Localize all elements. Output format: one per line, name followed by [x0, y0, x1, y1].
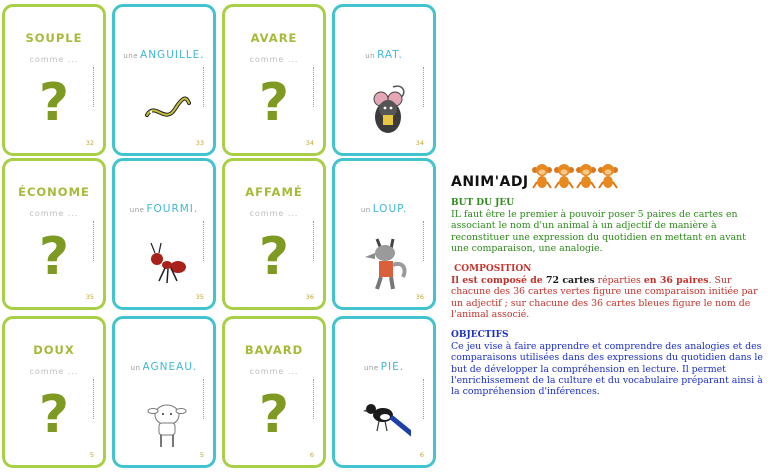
- card-pie: [332, 316, 436, 468]
- rules-panel: [451, 150, 765, 397]
- card-side-text: [423, 379, 425, 419]
- card-side-text: [93, 379, 95, 419]
- card-avare: [222, 4, 326, 156]
- card-number: 5: [89, 451, 94, 459]
- card-rat: [332, 4, 436, 156]
- card-side-text: [423, 67, 425, 107]
- card-number: 35: [85, 293, 94, 301]
- card-comme: comme ...: [249, 367, 299, 376]
- card-comme: comme ...: [249, 209, 299, 218]
- card-number: 34: [415, 139, 424, 147]
- card-adjective: AVARE: [250, 31, 298, 45]
- card-animal: un LOUP.: [360, 203, 408, 215]
- objectifs-text: Ce jeu vise à faire apprendre et comprendre des analogies et des comparaisons utilisées dans des expressions du quotidien dans le but de développer la compréhension en lecture. Il permet l'enrichissement de la culture et du vocabulaire préparant ainsi à la compréhension d'inférences.: [451, 341, 763, 398]
- card-adjective: DOUX: [33, 343, 75, 357]
- card-comme: comme ...: [29, 367, 79, 376]
- card-bavard: [222, 316, 326, 468]
- but-text: IL faut être le premier à pouvoir poser 5 paires de cartes en associant le nom d'un animal à un adjectif de manière à reconstituer une expression du quotidien en mettant en avant une comparaison, une analogie.: [451, 209, 746, 254]
- card-adjective: ÉCONOME: [18, 185, 90, 199]
- section-but: [451, 198, 765, 254]
- card-side-text: [313, 67, 315, 107]
- card-comme: comme ...: [249, 55, 299, 64]
- question-mark: ?: [258, 73, 290, 133]
- card-side-text: [203, 221, 205, 261]
- composition-heading: COMPOSITION: [454, 264, 532, 275]
- eel-icon: [143, 79, 191, 139]
- card-side-text: [93, 221, 95, 261]
- card-number: 35: [195, 293, 204, 301]
- card-econome: [2, 158, 106, 310]
- card-comme: comme ...: [29, 209, 79, 218]
- card-animal: une FOURMI.: [129, 203, 199, 215]
- card-number: 33: [195, 139, 204, 147]
- card-side-text: [313, 221, 315, 261]
- card-number: 36: [415, 293, 424, 301]
- monkey-icon: [575, 162, 597, 190]
- lamb-icon: [143, 391, 191, 451]
- card-adjective: AFFAMÉ: [245, 185, 303, 199]
- monkey-icon: [597, 162, 619, 190]
- card-side-text: [423, 221, 425, 261]
- card-comme: comme ...: [29, 55, 79, 64]
- monkey-row: [531, 162, 619, 190]
- card-side-text: [93, 67, 95, 107]
- ant-icon: [143, 233, 191, 293]
- card-doux: [2, 316, 106, 468]
- card-number: 34: [305, 139, 314, 147]
- card-loup: [332, 158, 436, 310]
- card-number: 6: [309, 451, 314, 459]
- monkey-icon: [531, 162, 553, 190]
- game-title: [451, 150, 765, 190]
- game-title-text: ANIM'ADJ: [451, 174, 529, 190]
- card-fourmi: [112, 158, 216, 310]
- card-side-text: [203, 67, 205, 107]
- card-animal: une PIE.: [363, 361, 405, 373]
- card-adjective: SOUPLE: [25, 31, 83, 45]
- objectifs-heading: OBJECTIFS: [451, 330, 509, 341]
- question-mark: ?: [258, 227, 290, 287]
- card-side-text: [203, 379, 205, 419]
- question-mark: ?: [38, 227, 70, 287]
- but-heading: BUT DU JEU: [451, 198, 515, 208]
- question-mark: ?: [38, 385, 70, 445]
- magpie-icon: [363, 391, 411, 451]
- question-mark: ?: [258, 385, 290, 445]
- question-mark: ?: [38, 73, 70, 133]
- monkey-icon: [553, 162, 575, 190]
- composition-text: Il est composé de 72 cartes réparties en 36 paires. Sur chacune des 36 cartes vertes figure une comparaison initiée par un adjectif ; sur chacune des 36 cartes bleues figure le nom de l'animal associé.: [451, 275, 758, 320]
- section-objectifs: [451, 330, 765, 397]
- card-number: 5: [199, 451, 204, 459]
- card-anguille: [112, 4, 216, 156]
- card-number: 32: [85, 139, 94, 147]
- card-animal: un AGNEAU.: [130, 361, 198, 373]
- rat-icon: [363, 79, 411, 139]
- card-agneau: [112, 316, 216, 468]
- card-souple: [2, 4, 106, 156]
- card-number: 6: [419, 451, 424, 459]
- wolf-icon: [363, 233, 411, 293]
- section-composition: [451, 264, 765, 320]
- card-affame: [222, 158, 326, 310]
- card-side-text: [313, 379, 315, 419]
- card-animal: une ANGUILLE.: [123, 49, 205, 61]
- card-adjective: BAVARD: [244, 343, 304, 357]
- card-animal: un RAT.: [365, 49, 403, 61]
- card-number: 36: [305, 293, 314, 301]
